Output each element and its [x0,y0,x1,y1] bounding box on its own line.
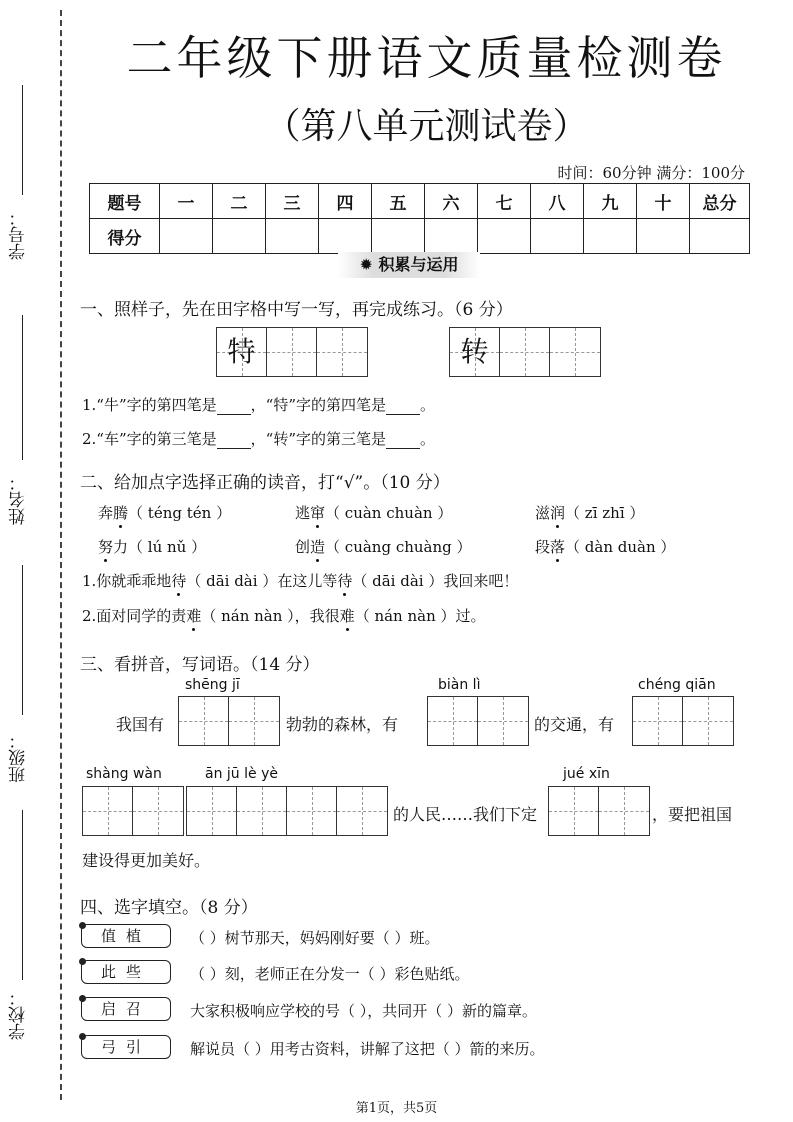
dotted-char: 待 [337,572,353,590]
text-segment: 1.你就乖乖地 [82,572,172,590]
pinyin-choice[interactable] [535,502,644,523]
char-choice-pill: 值植 [81,924,171,948]
dotted-char: 落 [550,538,566,556]
question-2-sentence-1[interactable] [82,570,518,591]
text-segment: （ zī zhī ） [565,504,645,522]
tianzige-cell[interactable] [550,328,600,376]
pinyin-choice[interactable] [295,536,472,557]
pinyin-label: ān jū lè yè [205,766,278,782]
tianzige-cell[interactable] [133,787,183,835]
question-2-title: 二、给加点字选择正确的读音，打“√”。（10 分） [80,473,450,493]
score-cell[interactable] [266,219,319,254]
score-header-cell: 四 [319,184,372,219]
tianzige-cell[interactable] [237,787,287,835]
text-segment: ，“特”字的第四笔是 [250,396,386,414]
score-header-cell: 五 [372,184,425,219]
student-no-line [22,85,23,195]
answer-grid-shengji[interactable] [178,696,280,746]
question-1-item-1 [82,394,435,415]
name-label: 姓名： [9,474,29,526]
school-label: 学校： [9,989,29,1041]
sentence-text: 我国有 [116,715,165,734]
binding-dashed-line [60,10,62,1100]
tianzige-cell[interactable] [549,787,599,835]
sentence-text: ，要把祖国 [652,805,733,824]
answer-blank[interactable] [386,435,420,449]
score-header-cell: 二 [213,184,266,219]
text-segment: 创 [295,538,311,556]
score-header-cell: 十 [637,184,690,219]
score-cell[interactable] [637,219,690,254]
tianzige-cell[interactable] [500,328,550,376]
tianzige-grid-1[interactable] [216,327,368,377]
answer-grid-chengqian[interactable] [632,696,734,746]
char-choice-pill: 启召 [81,997,171,1021]
dotted-char: 难 [339,607,355,625]
tianzige-cell[interactable] [478,697,528,745]
dotted-char: 难 [186,607,202,625]
question-1-item-2 [82,428,435,449]
tianzige-cell [217,328,267,376]
name-line [22,315,23,460]
text-segment: （ dāi dài ）在这儿等 [186,572,338,590]
tianzige-cell[interactable] [287,787,337,835]
tianzige-grid-2[interactable] [449,327,601,377]
page-footer: 第1页，共5页 [355,1101,438,1116]
text-segment: 力（ lú nǔ ） [113,538,207,556]
text-segment: （ téng tén ） [128,504,232,522]
tianzige-cell[interactable] [83,787,133,835]
text-segment: （ dàn duàn ） [565,538,676,556]
tianzige-cell[interactable] [337,787,387,835]
score-cell[interactable] [478,219,531,254]
score-header-cell: 八 [531,184,584,219]
score-header-cell: 三 [266,184,319,219]
class-line [22,565,23,715]
text-segment: 。 [420,396,436,414]
text-segment: （ cuàn chuàn ） [325,504,453,522]
score-cell[interactable] [372,219,425,254]
dotted-char: 造 [310,538,326,556]
pinyin-label: shēng jī [185,677,240,693]
pinyin-label: chéng qiān [638,677,716,693]
pinyin-choice[interactable] [535,536,675,557]
pinyin-label: shàng wàn [86,766,162,782]
time-score-info: 时间：60分钟 满分：100分 [557,164,745,182]
score-cell[interactable] [690,219,750,254]
text-segment: 2.面对同学的责 [82,607,187,625]
text-segment: 段 [535,538,551,556]
dotted-char: 腾 [113,504,129,522]
pinyin-label: jué xīn [563,766,610,782]
section-banner-label: 积累与运用 [378,255,459,274]
question-2-sentence-2[interactable] [82,605,486,626]
text-segment: 1.“牛”字的第四笔是 [82,396,217,414]
tianzige-cell[interactable] [599,787,649,835]
tianzige-cell[interactable] [317,328,367,376]
score-header-cell: 总分 [690,184,750,219]
char-choice-pill: 弓引 [81,1035,171,1059]
class-label: 班级： [9,732,29,784]
sentence-text: 的人民……我们下定 [393,805,538,824]
fill-sentence[interactable]: （ ）树节那天，妈妈刚好要（ ）班。 [190,929,440,947]
answer-blank[interactable] [217,435,251,449]
sentence-text: 的交通，有 [534,715,615,734]
fill-sentence[interactable]: 解说员（ ）用考古资料，讲解了这把（ ）箭的来历。 [190,1040,545,1058]
page-subtitle: （第八单元测试卷） [264,106,589,147]
tianzige-cell[interactable] [179,697,229,745]
score-cell[interactable] [319,219,372,254]
pinyin-choice[interactable] [295,502,452,523]
tianzige-cell [450,328,500,376]
score-cell[interactable] [584,219,637,254]
section-banner [338,252,480,278]
text-segment: （ nán nàn ）过。 [354,607,486,625]
dotted-char: 润 [550,504,566,522]
char-choice-pill: 此些 [81,960,171,984]
sample-char: 转 [460,335,489,368]
score-table [89,183,750,254]
pinyin-choice[interactable] [98,536,206,557]
text-segment: ，“转”字的第三笔是 [250,430,386,448]
sun-icon: ✹ [359,255,379,274]
text-segment: （ dāi dài ）我回来吧！ [352,572,519,590]
question-3-title: 三、看拼音，写词语。（14 分） [80,655,320,675]
dotted-char: 窜 [310,504,326,522]
question-4-title: 四、选字填空。（8 分） [80,898,258,918]
question-1-title: 一、照样子，先在田字格中写一写，再完成练习。（6 分） [80,300,513,320]
score-cell[interactable] [160,219,213,254]
tianzige-cell[interactable] [187,787,237,835]
dotted-char: 待 [171,572,187,590]
score-row-label: 得分 [90,219,160,254]
page-title: 二年级下册语文质量检测卷 [126,31,727,85]
score-header-cell: 题号 [90,184,160,219]
dotted-char: 努 [98,538,114,556]
text-segment: 。 [420,430,436,448]
tianzige-cell[interactable] [428,697,478,745]
fill-sentence[interactable]: 大家积极响应学校的号（ ），共同开（ ）新的篇章。 [190,1002,538,1020]
fill-sentence[interactable]: （ ）刻，老师正在分发一（ ）彩色贴纸。 [190,965,470,983]
score-table-header-row [90,184,750,219]
tianzige-cell[interactable] [633,697,683,745]
sentence-text: 建设得更加美好。 [82,851,211,870]
answer-grid-shangwan[interactable] [82,786,184,836]
answer-grid-bianli[interactable] [427,696,529,746]
answer-blank[interactable] [386,401,420,415]
pinyin-choice[interactable] [98,502,231,523]
score-cell[interactable] [531,219,584,254]
score-header-cell: 一 [160,184,213,219]
text-segment: （ nán nàn ），我很 [201,607,340,625]
school-line [22,810,23,980]
pinyin-label: biàn lì [438,677,481,693]
tianzige-cell[interactable] [267,328,317,376]
text-segment: 逃 [295,504,311,522]
score-header-cell: 七 [478,184,531,219]
score-cell[interactable] [213,219,266,254]
text-segment: 2.“车”字的第三笔是 [82,430,217,448]
tianzige-cell[interactable] [229,697,279,745]
score-header-cell: 九 [584,184,637,219]
text-segment: （ cuàng chuàng ） [325,538,472,556]
score-cell[interactable] [425,219,478,254]
answer-grid-juexin[interactable] [548,786,650,836]
student-no-label: 学号： [9,209,29,261]
text-segment: 滋 [535,504,551,522]
text-segment: 奔 [98,504,114,522]
answer-grid-anjuleye[interactable] [186,786,388,836]
sample-char: 特 [227,335,256,368]
tianzige-cell[interactable] [683,697,733,745]
sentence-text: 勃勃的森林，有 [286,715,399,734]
score-header-cell: 六 [425,184,478,219]
score-table-score-row [90,219,750,254]
answer-blank[interactable] [217,401,251,415]
